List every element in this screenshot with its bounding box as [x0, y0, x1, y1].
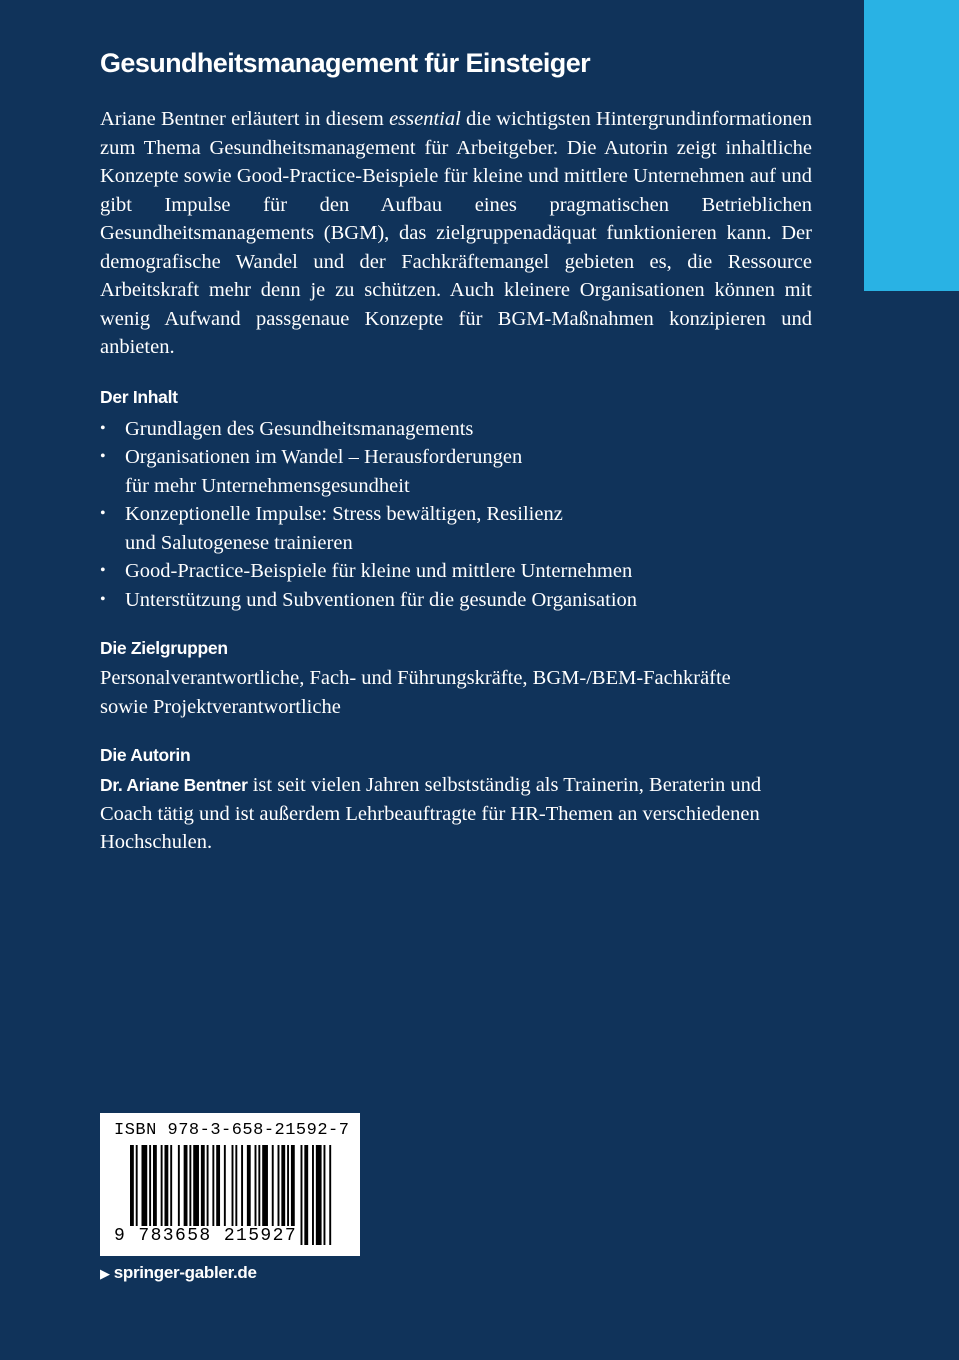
content-list — [100, 415, 812, 615]
isbn-digits: 9 783658 215927 — [114, 1226, 298, 1246]
barcode-bar — [316, 1145, 322, 1245]
list-item: • Unterstützung und Subventionen für die gesunde Organisation — [100, 586, 812, 615]
bullet-icon: • — [100, 562, 106, 579]
zielgruppen-text: Personalverantwortliche, Fach- und Führungskräfte, BGM-/BEM-Fachkräfte sowie Projektverantwortliche — [100, 667, 731, 718]
list-item: • Organisationen im Wandel – Herausforderungen für mehr Unternehmensgesundheit — [100, 443, 812, 500]
list-item: • Good-Practice-Beispiele für kleine und mittlere Unternehmen — [100, 557, 812, 586]
barcode-bar — [324, 1145, 326, 1245]
website-text: springer-gabler.de — [113, 1263, 257, 1282]
list-item: • Grundlagen des Gesundheitsmanagements — [100, 415, 812, 444]
section-heading-zielgruppen: Die Zielgruppen — [100, 638, 228, 658]
isbn-barcode-box — [100, 1113, 360, 1256]
author-bio: ist seit vielen Jahren selbstständig als Trainerin, Beraterin und Coach tätig und ist außerdem Lehrbeauftragte für HR-Themen an verschiedenen Hochschulen. — [100, 774, 762, 853]
bullet-icon: • — [100, 505, 106, 522]
author-name: Dr. Ariane Bentner — [100, 775, 248, 795]
list-item: • Konzeptionelle Impulse: Stress bewältigen, Resilienz und Salutogenese trainieren — [100, 500, 812, 557]
book-title: Gesundheitsmanagement für Einsteiger — [100, 48, 591, 78]
barcode-bar — [329, 1145, 331, 1245]
bullet-icon: • — [100, 419, 106, 437]
accent-bar — [864, 0, 959, 291]
back-cover-text — [100, 44, 812, 857]
intro-emphasis: essential — [389, 108, 461, 130]
intro-text-start: Ariane Bentner erläutert in diesem — [100, 108, 390, 130]
barcode-bar — [312, 1145, 314, 1245]
autorin-text — [100, 771, 812, 857]
bullet-icon: • — [100, 448, 106, 465]
section-heading-autorin: Die Autorin — [100, 745, 191, 765]
intro-paragraph — [100, 105, 812, 362]
barcode-bar — [304, 1145, 308, 1245]
isbn-label: ISBN 978-3-658-21592-7 — [114, 1121, 350, 1140]
barcode-bar — [301, 1145, 303, 1245]
section-heading-inhalt: Der Inhalt — [100, 386, 178, 407]
play-arrow-icon: ▶ — [100, 1266, 110, 1281]
website-link[interactable] — [100, 1261, 257, 1286]
bullet-icon: • — [100, 590, 106, 608]
intro-text-rest: die wichtigsten Hintergrundinformationen zum Thema Gesundheitsmanagement für Arbeitgeber. Die Autorin zeigt inhaltliche Konzepte sowie Good-Practice-Beispiele für kleine und mittlere Unternehmen auf und gibt Impulse für den Aufbau eines pragmatischen Betrieblichen Gesundheitsmanagements (BGM), das zielgruppenadäquat funktionieren kann. Der demografische Wandel und der Fachkräftemangel gebieten es, die Ressource Arbeitskraft mehr denn je zu schützen. Auch kleinere Organisationen können mit wenig Aufwand passgenaue Konzepte für BGM-Maßnahmen konzipieren und anbieten. — [100, 108, 812, 358]
